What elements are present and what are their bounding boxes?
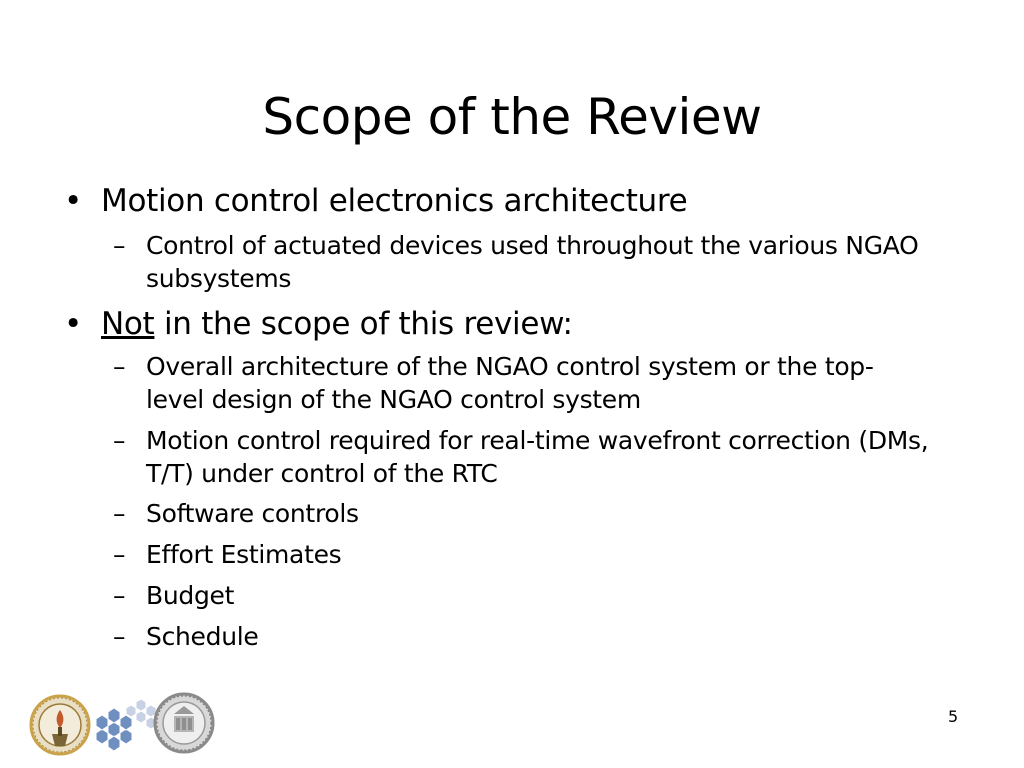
- caltech-seal-icon: [31, 696, 89, 754]
- logo-strip-art: [28, 690, 218, 756]
- sub-bullet-2-2-text: Motion control required for real-time wavefront correction (DMs, T/T) under control of the RTC: [146, 426, 929, 488]
- keck-hexagon-mirror-icon: [96, 699, 156, 751]
- dash-mark: –: [113, 352, 126, 381]
- sub-bullet-2-4: [113, 538, 973, 571]
- sub-bullet-2-6: [113, 620, 973, 653]
- slide-number: 5: [948, 707, 959, 726]
- dash-mark: –: [113, 540, 126, 569]
- bullet-2-underlined-word: Not: [101, 306, 155, 342]
- sub-bullet-1-1: [113, 229, 973, 295]
- bullet-1-text: Motion control electronics architecture: [101, 183, 688, 219]
- bullet-mark: •: [64, 183, 82, 219]
- dash-mark: –: [113, 426, 126, 455]
- sub-bullet-2-2: [113, 424, 973, 490]
- bullet-mark: •: [64, 306, 82, 342]
- dash-mark: –: [113, 622, 126, 651]
- uc-seal-icon: [155, 694, 213, 752]
- dash-mark: –: [113, 231, 126, 260]
- sub-bullet-2-6-text: Schedule: [146, 622, 259, 651]
- slide-title: Scope of the Review: [262, 88, 762, 146]
- dash-mark: –: [113, 581, 126, 610]
- sub-bullet-2-4-text: Effort Estimates: [146, 540, 342, 569]
- sub-bullet-2-1: [113, 350, 973, 416]
- bullet-2-text: in the scope of this review:: [154, 306, 573, 342]
- sub-bullet-2-3: [113, 497, 973, 530]
- sub-bullet-2-3-text: Software controls: [146, 499, 359, 528]
- sub-bullet-2-1-text: Overall architecture of the NGAO control system or the top-level design of the NGAO control system: [146, 352, 874, 414]
- bullet-1: [64, 182, 687, 220]
- sub-bullet-1-1-text: Control of actuated devices used throughout the various NGAO subsystems: [146, 231, 919, 293]
- bullet-2: [64, 305, 573, 343]
- sub-bullet-2-5-text: Budget: [146, 581, 235, 610]
- dash-mark: –: [113, 499, 126, 528]
- sub-bullet-2-5: [113, 579, 973, 612]
- logo-strip: [28, 690, 218, 756]
